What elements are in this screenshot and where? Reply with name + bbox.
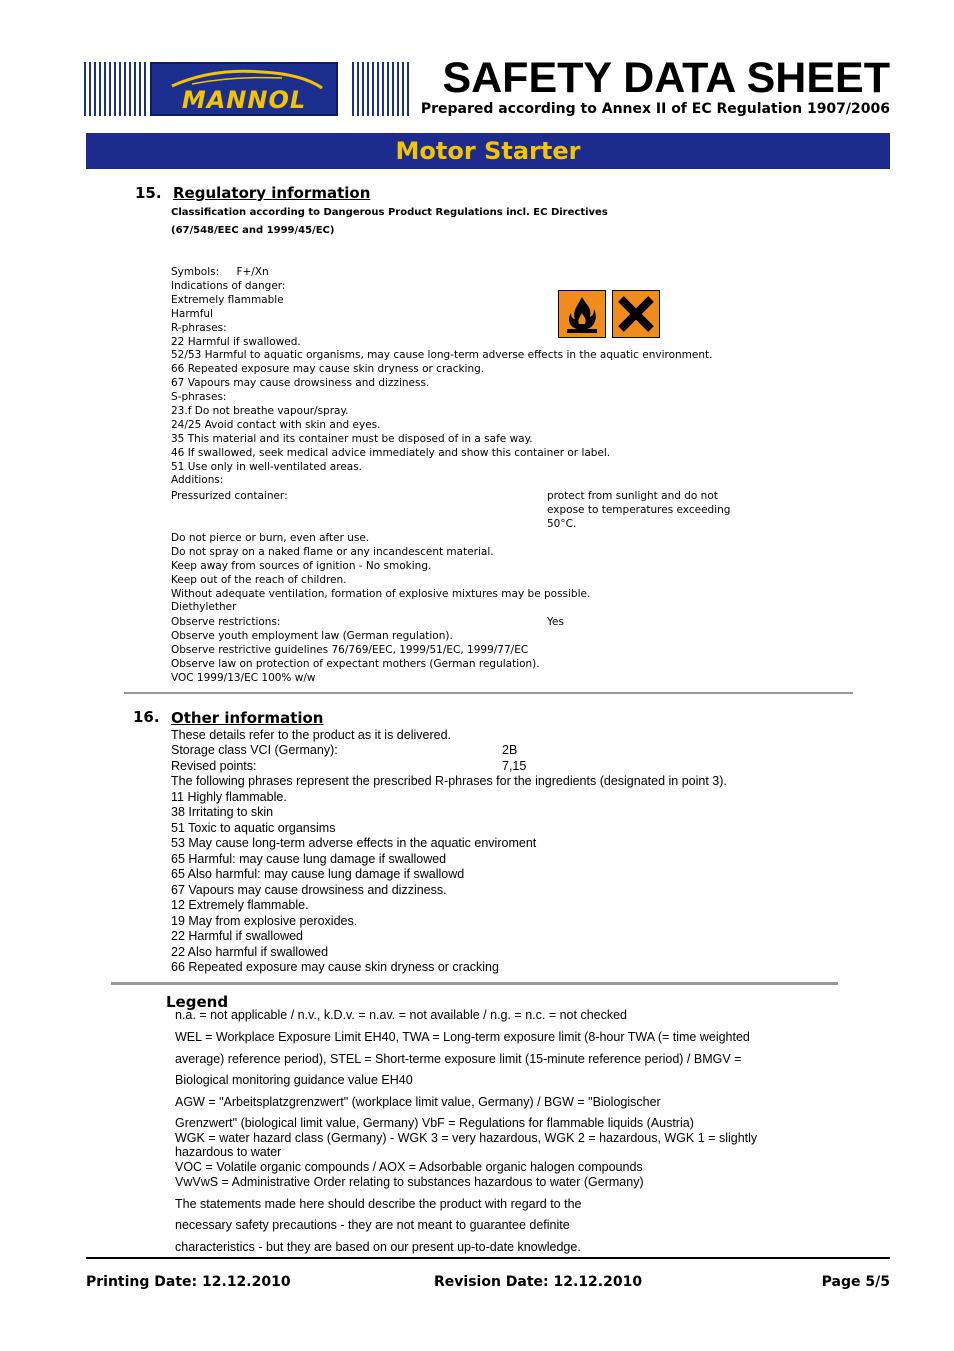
text-line: 52/53 Harmful to aquatic organisms, may cause long-term adverse effects in the aquatic environment. [171, 349, 713, 362]
legend-line: VOC = Volatile organic compounds / AOX = Adsorbable organic halogen compounds [175, 1160, 643, 1174]
section-divider [124, 692, 853, 694]
legend-line: average) reference period), STEL = Short-terme exposure limit (15-minute reference period) / BMGV = [175, 1052, 742, 1066]
legend-line: AGW = "Arbeitsplatzgrenzwert" (workplace limit value, Germany) / BGW = "Biologischer [175, 1095, 661, 1109]
revised-label: Revised points: [171, 759, 257, 773]
pressurized-value [547, 490, 730, 532]
symbols-row [171, 266, 269, 280]
logo-badge [150, 62, 338, 116]
legend-line: WEL = Workplace Exposure Limit EH40, TWA = Long-term exposure limit (8-hour TWA (= time weighted [175, 1030, 750, 1044]
revised-value: 7,15 [502, 759, 527, 773]
symbols-label: Symbols: [171, 266, 220, 278]
text-line: Do not spray on a naked flame or any incandescent material. [171, 545, 494, 558]
legend-line: WGK = water hazard class (Germany) - WGK 3 = very hazardous, WGK 2 = hazardous, WGK 1 = slightly [175, 1131, 758, 1145]
text-line: Observe restrictive guidelines 76/769/EEC, 1999/51/EC, 1999/77/EC [171, 643, 529, 656]
section-15-number: 15. [135, 184, 162, 202]
text-line: 66 Repeated exposure may cause skin dryness or cracking [171, 960, 499, 974]
legend-line: characteristics - but they are based on our present up-to-date knowledge. [175, 1240, 581, 1254]
text-line: 50°C. [547, 517, 577, 530]
text-line: 11 Highly flammable. [171, 789, 287, 804]
text-line: 19 May from explosive peroxides. [171, 913, 358, 928]
legend-line: The statements made here should describe the product with regard to the [175, 1197, 582, 1211]
logo-stripes-right [352, 62, 409, 116]
text-line: protect from sunlight and do not [547, 490, 718, 502]
text-line: 23.f Do not breathe vapour/spray. [171, 405, 349, 418]
text-line: Harmful [171, 307, 213, 320]
text-line: 51 Use only in well-ventilated areas. [171, 460, 363, 473]
text-line: Extremely flammable [171, 293, 284, 306]
legend-line: necessary safety precautions - they are not meant to guarantee definite [175, 1218, 570, 1232]
text-line: VOC 1999/13/EC 100% w/w [171, 671, 316, 684]
page-number: Page 5/5 [821, 1274, 890, 1290]
text-line: R-phrases: [171, 321, 227, 334]
legend-line: Grenzwert" (biological limit value, Germany) VbF = Regulations for flammable liquids (Austria) [175, 1116, 694, 1130]
section-16-title: Other information [171, 709, 324, 727]
observe-value: Yes [547, 616, 564, 628]
text-line: S-phrases: [171, 391, 227, 404]
text-line: Keep away from sources of ignition - No smoking. [171, 559, 432, 572]
legend-divider [111, 982, 838, 985]
text-line: Diethylether [171, 601, 237, 614]
printing-date: Printing Date: 12.12.2010 [86, 1274, 291, 1290]
pressurized-label: Pressurized container: [171, 490, 288, 502]
text-line: 65 Also harmful: may cause lung damage if swallowd [171, 867, 465, 881]
section-16-intro: These details refer to the product as it is delivered. [171, 728, 452, 742]
section-16-number: 16. [133, 708, 160, 726]
text-line: 46 If swallowed, seek medical advice immediately and show this container or label. [171, 446, 611, 459]
text-line: 67 Vapours may cause drowsiness and dizziness. [171, 377, 430, 390]
footer-rule [86, 1257, 890, 1259]
logo-stripes-left [84, 62, 146, 116]
storage-value: 2B [502, 743, 518, 757]
text-line: Observe law on protection of expectant mothers (German regulation). [171, 657, 540, 670]
storage-label: Storage class VCI (Germany): [171, 743, 338, 757]
section-15-title: Regulatory information [173, 184, 371, 202]
text-line: 12 Extremely flammable. [171, 898, 309, 912]
legend-line: n.a. = not applicable / n.v., k.D.v. = n.av. = not available / n.g. = n.c. = not checked [175, 1008, 628, 1022]
text-line: 22 Harmful if swallowed [171, 929, 303, 943]
product-name-banner: Motor Starter [86, 133, 890, 169]
text-line: Without adequate ventilation, formation of explosive mixtures may be possible. [171, 587, 591, 600]
text-line: 35 This material and its container must be disposed of in a safe way. [171, 432, 533, 445]
hazard-pictograms [558, 290, 660, 338]
text-line: Additions: [171, 474, 224, 487]
mannol-logo [84, 62, 406, 116]
text-line: Indications of danger: [171, 280, 286, 292]
r-phrases-list [171, 774, 727, 976]
regulatory-lines-c [171, 630, 540, 686]
legend-line: Biological monitoring guidance value EH40 [175, 1073, 413, 1087]
logo-text: MANNOL [181, 86, 307, 114]
text-line: 22 Harmful if swallowed. [171, 335, 301, 348]
text-line: 51 Toxic to aquatic organsims [171, 820, 336, 835]
flame-icon [558, 290, 606, 338]
text-line: 66 Repeated exposure may cause skin dryness or cracking. [171, 363, 485, 376]
classification-line-1: Classification according to Dangerous Product Regulations incl. EC Directives [171, 207, 608, 218]
text-line: The following phrases represent the prescribed R-phrases for the ingredients (designated in point 3). [171, 774, 727, 788]
text-line: 65 Harmful: may cause lung damage if swallowed [171, 851, 447, 866]
revision-date: Revision Date: 12.12.2010 [434, 1274, 643, 1290]
document-title: SAFETY DATA SHEET [442, 54, 890, 102]
legend-line: hazardous to water [175, 1145, 282, 1159]
text-line: Do not pierce or burn, even after use. [171, 532, 370, 544]
text-line: Keep out of the reach of children. [171, 573, 347, 586]
observe-label: Observe restrictions: [171, 616, 281, 628]
text-line: 67 Vapours may cause drowsiness and dizziness. [171, 882, 447, 897]
text-line: expose to temperatures exceeding [547, 503, 731, 516]
text-line: 53 May cause long-term adverse effects in the aquatic enviroment [171, 836, 537, 850]
text-line: 24/25 Avoid contact with skin and eyes. [171, 418, 381, 431]
harmful-cross-icon [612, 290, 660, 338]
text-line: 22 Also harmful if swallowed [171, 944, 329, 959]
legend-title: Legend [166, 993, 229, 1011]
text-line: 38 Irritating to skin [171, 805, 274, 819]
classification-line-2: (67/548/EEC and 1999/45/EC) [171, 225, 335, 236]
text-line: Observe youth employment law (German regulation). [171, 630, 453, 642]
document-subtitle: Prepared according to Annex II of EC Regulation 1907/2006 [420, 101, 890, 117]
regulatory-lines-b [171, 532, 590, 615]
legend-line: VwVwS = Administrative Order relating to substances hazardous to water (Germany) [175, 1175, 644, 1189]
symbols-value: F+/Xn [236, 266, 269, 278]
